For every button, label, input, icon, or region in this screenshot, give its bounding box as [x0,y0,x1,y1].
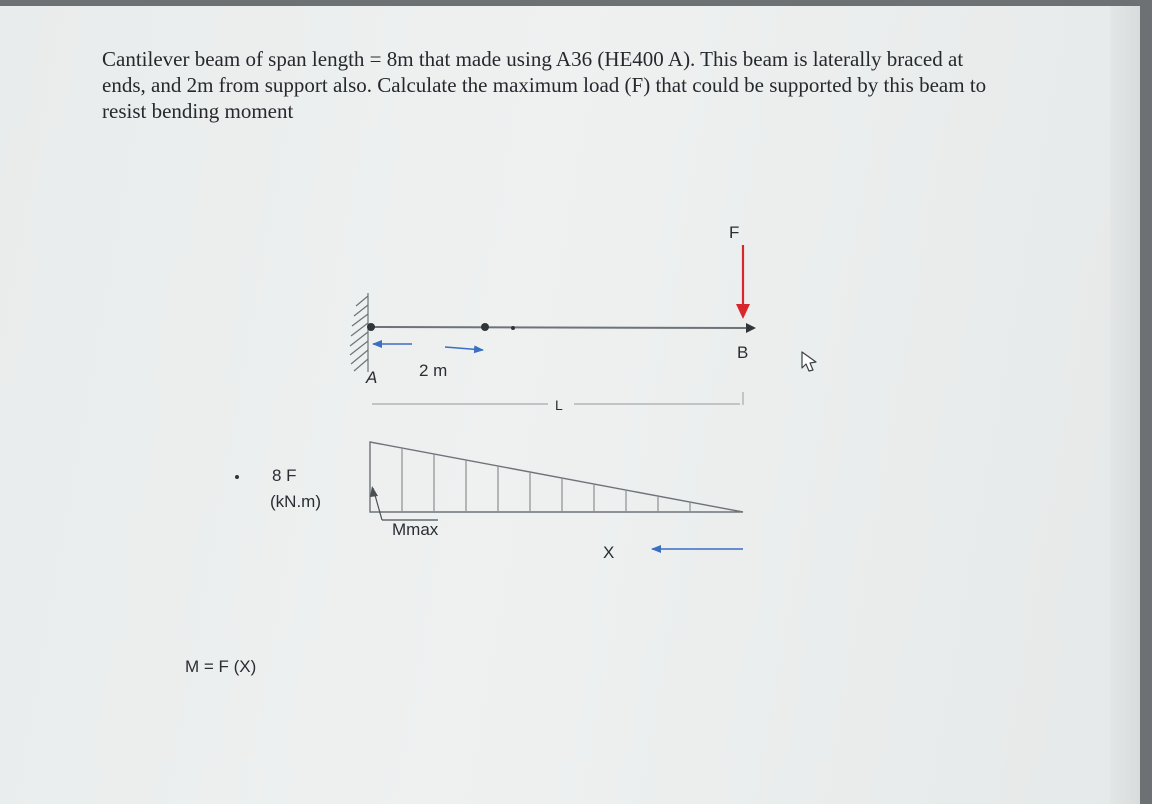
brace-spacing-label: 2 m [419,361,448,380]
mmax-label: Mmax [392,520,439,539]
support-node [367,323,375,331]
support-label: A [366,368,378,387]
beam-line [370,327,750,328]
bullet-dot [235,475,239,479]
load-arrow-head [736,304,750,319]
moment-area-outline [370,442,743,512]
moment-hatch [402,448,690,512]
moment-value-label: 8 F [272,466,297,485]
span-label: L [555,397,563,413]
moment-diagram [370,442,743,512]
brace-dimension-arrow-right [445,347,483,350]
moment-unit-label: (kN.m) [270,492,321,511]
brace-node [481,323,489,331]
problem-statement: Cantilever beam of span length = 8m that made using A36 (HE400 A). This beam is laterally braced at ends, and 2m from support also. Calculate the maximum load (F) that could be supported by this beam to resist bending moment [102,47,987,123]
fixed-support [350,293,368,372]
moment-equation: M = F (X) [185,657,257,676]
end-label: B [737,343,749,362]
load-label: F [729,223,740,242]
mmax-leader-head [370,486,378,497]
end-node [746,323,756,333]
distance-label: X [603,543,615,562]
mid-node [511,326,515,330]
mouse-cursor-icon [802,352,816,371]
